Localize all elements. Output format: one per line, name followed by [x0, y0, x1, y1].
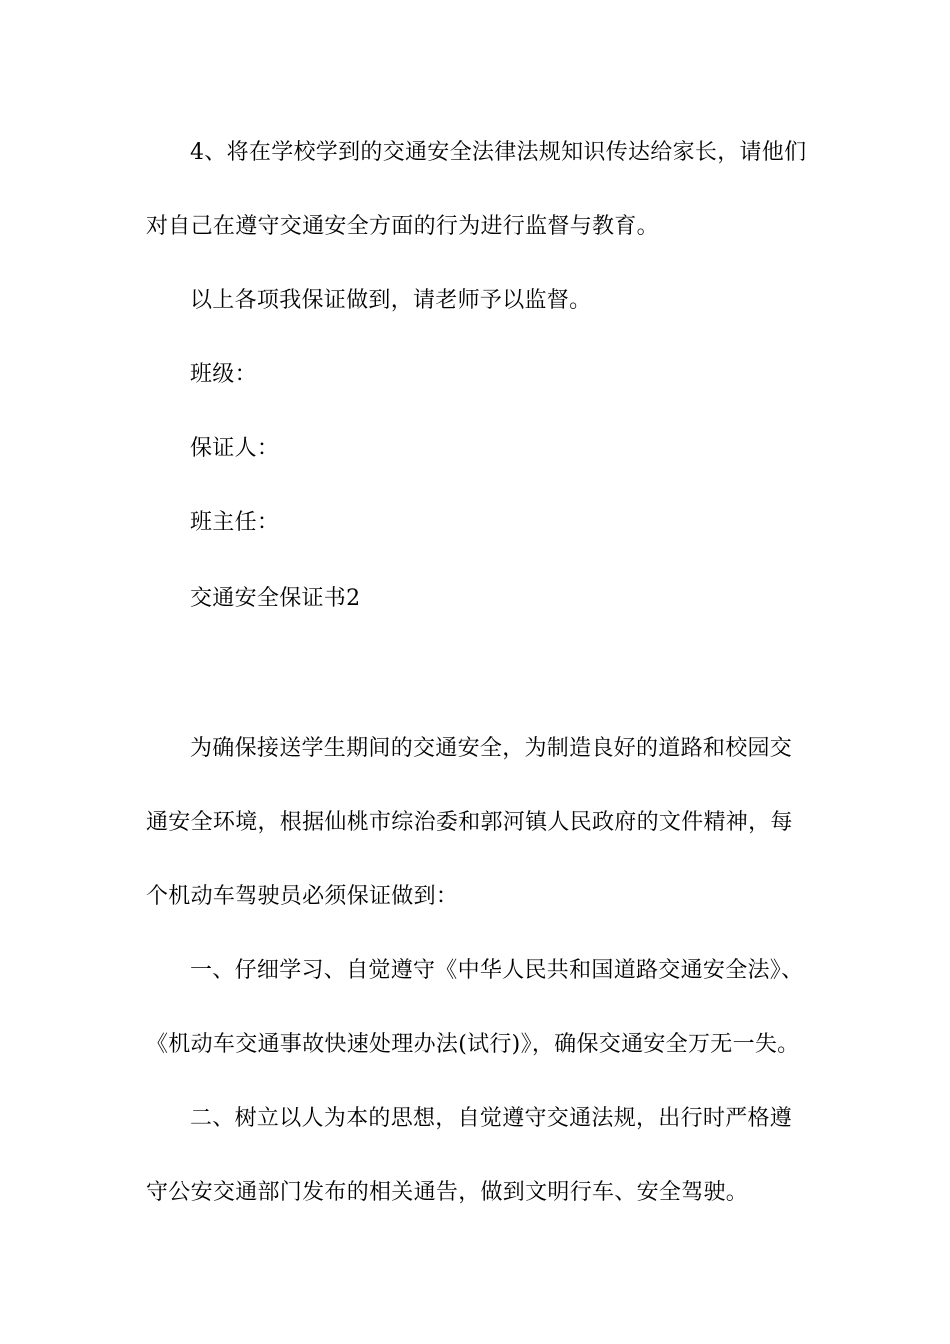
paragraph-line: 以上各项我保证做到，请老师予以监督。	[190, 288, 592, 313]
paragraph-line: 二、树立以人为本的思想，自觉遵守交通法规，出行时严格遵	[190, 1106, 793, 1131]
section-title: 交通安全保证书2	[190, 586, 361, 611]
paragraph-line: 一、仔细学习、自觉遵守《中华人民共和国道路交通安全法》、	[190, 958, 804, 983]
class-label: 班级：	[190, 362, 257, 387]
paragraph-line: 通安全环境，根据仙桃市综治委和郭河镇人民政府的文件精神，每	[146, 810, 793, 835]
paragraph-line: 4、将在学校学到的交通安全法律法规知识传达给家长，请他们	[190, 140, 807, 165]
paragraph-line: 为确保接送学生期间的交通安全，为制造良好的道路和校园交	[190, 736, 793, 761]
paragraph-line: 守公安交通部门发布的相关通告，做到文明行车、安全驾驶。	[146, 1180, 749, 1205]
paragraph-line: 《机动车交通事故快速处理办法(试行)》，确保交通安全万无一失。	[146, 1032, 800, 1057]
guarantor-label: 保证人：	[190, 436, 280, 461]
paragraph-line: 对自己在遵守交通安全方面的行为进行监督与教育。	[146, 214, 659, 239]
paragraph-line: 个机动车驾驶员必须保证做到：	[146, 884, 459, 909]
head-teacher-label: 班主任：	[190, 510, 280, 535]
